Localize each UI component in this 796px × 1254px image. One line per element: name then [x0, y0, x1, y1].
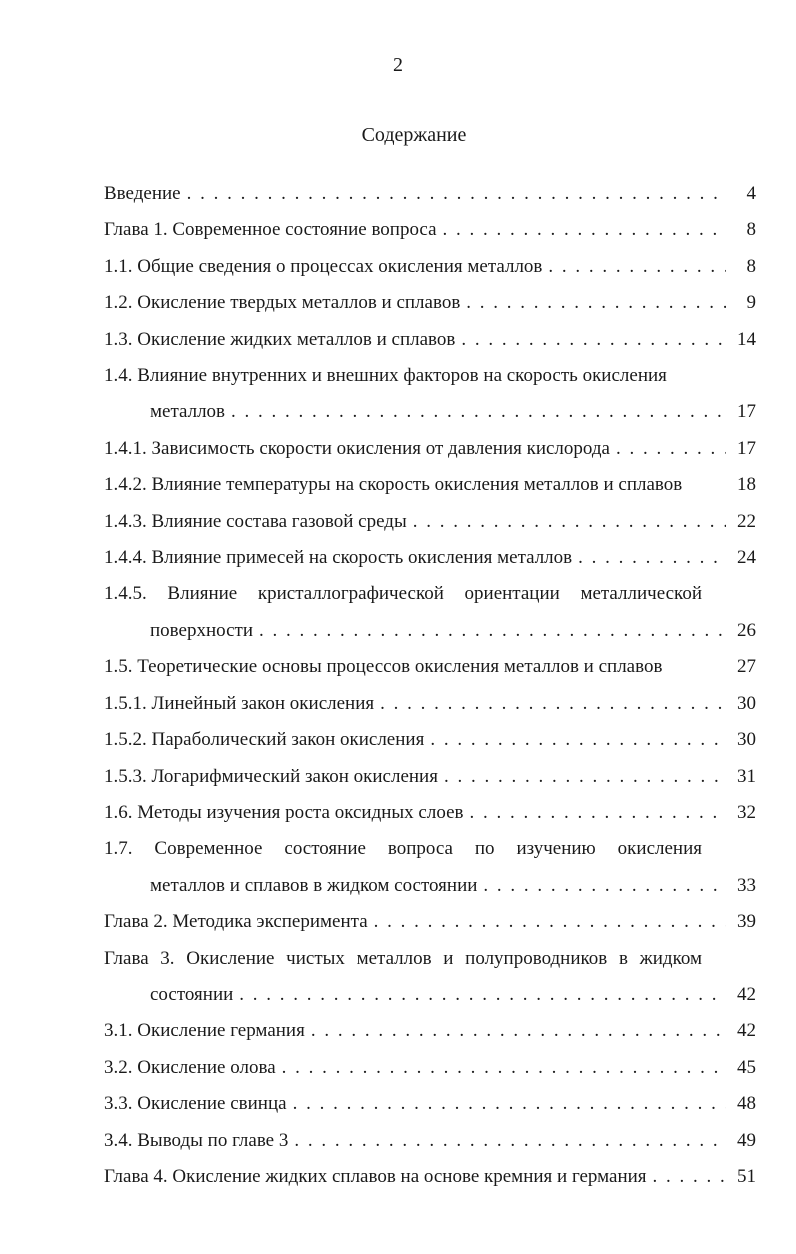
toc-entry-page: 8: [746, 219, 756, 241]
toc-entry[interactable]: [104, 431, 756, 467]
dot-leader: [187, 176, 726, 212]
toc-entry-title: 1.4.5. Влияние кристаллографической ориентации металлической: [104, 583, 702, 605]
toc-entry-title: 3.4. Выводы по главе 3: [104, 1129, 289, 1151]
toc-entry-page: 4: [746, 183, 756, 204]
dot-leader: [413, 504, 726, 540]
toc-entry-page: 30: [737, 692, 756, 714]
toc-entry-title: 1.4.4. Влияние примесей на скорость окисления металлов: [104, 547, 573, 569]
dot-leader: [430, 722, 726, 758]
toc-entry-page: 42: [737, 983, 756, 1005]
toc-entry-page: 22: [737, 510, 756, 532]
toc-entry-title: 1.5.3. Логарифмический закон окисления: [104, 765, 438, 787]
dot-leader: [653, 1159, 726, 1195]
toc-entry-page: 14: [737, 328, 756, 350]
toc-entry-title: 1.4.3. Влияние состава газовой среды: [104, 510, 407, 532]
toc-entry-page: 17: [737, 437, 756, 459]
toc-entry-page: 9: [746, 292, 756, 314]
toc-entry-title: 1.6. Методы изучения роста оксидных слоев: [104, 801, 464, 823]
dot-leader: [294, 1123, 726, 1159]
toc-entry[interactable]: [104, 467, 756, 503]
dot-leader: [239, 977, 726, 1013]
toc-entry[interactable]: [104, 249, 756, 285]
dot-leader: [466, 285, 726, 321]
toc-entry-title: 3.1. Окисление германия: [104, 1020, 305, 1042]
toc-entry-title: Глава 1. Современное состояние вопроса: [104, 219, 437, 241]
toc-entry-page: 26: [737, 619, 756, 641]
toc-entry[interactable]: [104, 285, 756, 321]
dot-leader: [374, 904, 726, 940]
toc-entry[interactable]: [104, 1050, 756, 1086]
dot-leader: [616, 431, 726, 467]
toc-entry[interactable]: [104, 504, 756, 540]
toc-entry-title: 1.5.1. Линейный закон окисления: [104, 692, 375, 714]
toc-entry-title: 3.2. Окисление олова: [104, 1056, 276, 1078]
dot-leader: [444, 759, 726, 795]
toc-entry[interactable]: [104, 1013, 756, 1049]
dot-leader: [461, 322, 726, 358]
toc-entry[interactable]: [104, 831, 756, 904]
toc-entry[interactable]: [104, 540, 756, 576]
dot-leader: [311, 1013, 726, 1049]
toc-entry-page: 31: [737, 765, 756, 787]
toc-entry[interactable]: [104, 722, 756, 758]
toc-entry-page: 51: [737, 1165, 756, 1187]
toc-entry[interactable]: [104, 212, 756, 248]
dot-leader: [380, 686, 726, 722]
toc-entry-title: Глава 2. Методика эксперимента: [104, 911, 368, 933]
toc-entry-page: 48: [737, 1093, 756, 1115]
toc-entry-page: 30: [737, 729, 756, 751]
toc-entry-title: 1.5.2. Параболический закон окисления: [104, 729, 425, 751]
toc-entry-page: 45: [737, 1056, 756, 1078]
toc-entry-page: 32: [737, 801, 756, 823]
toc-entry[interactable]: [104, 941, 756, 1014]
toc-entry[interactable]: [104, 358, 756, 431]
toc-entry[interactable]: [104, 1086, 756, 1122]
toc-entry-title: Глава 3. Окисление чистых металлов и полупроводников в жидком: [104, 947, 702, 969]
toc-entry-page: 8: [746, 255, 756, 277]
toc-title: Содержание: [361, 124, 467, 146]
toc-entry-page: 39: [737, 911, 756, 933]
page-number: 2: [393, 54, 403, 76]
toc-entry[interactable]: [104, 759, 756, 795]
toc-entry-title-continued: состоянии: [150, 983, 234, 1005]
toc-entry-page: 27: [737, 656, 756, 678]
toc-entry-title: Глава 4. Окисление жидких сплавов на основе кремния и германия: [104, 1165, 647, 1187]
toc-entry-title-continued: поверхности: [150, 619, 254, 641]
dot-leader: [282, 1050, 726, 1086]
toc-entry[interactable]: [104, 176, 756, 212]
toc-entry[interactable]: [104, 576, 756, 649]
toc-entry[interactable]: [104, 1159, 756, 1195]
toc-entry-title: 1.4.1. Зависимость скорости окисления от давления кислорода: [104, 437, 610, 459]
toc-entry-title: 1.2. Окисление твердых металлов и сплавов: [104, 292, 461, 314]
toc-entry[interactable]: [104, 1123, 756, 1159]
toc-entry-title: 1.5. Теоретические основы процессов окисления металлов и сплавов: [104, 656, 663, 678]
dot-leader: [443, 212, 726, 248]
toc-entry-title: 1.7. Современное состояние вопроса по изучению окисления: [104, 838, 702, 860]
toc-entry-page: 24: [737, 547, 756, 569]
dot-leader: [259, 613, 726, 649]
toc-entry[interactable]: [104, 649, 756, 685]
toc-entry[interactable]: [104, 322, 756, 358]
toc-entry-title: 1.3. Окисление жидких металлов и сплавов: [104, 328, 456, 350]
toc-entry-page: 42: [737, 1020, 756, 1042]
dot-leader: [231, 394, 726, 430]
toc-entry-title: 1.4. Влияние внутренних и внешних факторов на скорость окисления: [104, 365, 667, 387]
dot-leader: [578, 540, 726, 576]
dot-leader: [470, 795, 727, 831]
toc-entry-title: 3.3. Окисление свинца: [104, 1093, 287, 1115]
toc-entry-title: 1.4.2. Влияние температуры на скорость окисления металлов и сплавов: [104, 474, 683, 496]
toc-entry[interactable]: [104, 795, 756, 831]
toc-entry-title: 1.1. Общие сведения о процессах окисления металлов: [104, 255, 543, 277]
toc-entry-title-continued: металлов и сплавов в жидком состоянии: [150, 874, 478, 896]
toc-entry[interactable]: [104, 904, 756, 940]
toc-entry-title-continued: металлов: [150, 401, 226, 423]
toc-entry[interactable]: [104, 686, 756, 722]
dot-leader: [483, 868, 726, 904]
dot-leader: [548, 249, 726, 285]
toc-entry-title: Введение: [104, 183, 181, 204]
toc-entry-page: 18: [737, 474, 756, 496]
dot-leader: [293, 1086, 726, 1122]
table-of-contents: [104, 176, 756, 1195]
toc-entry-page: 33: [737, 874, 756, 896]
toc-entry-page: 49: [737, 1129, 756, 1151]
toc-entry-page: 17: [737, 401, 756, 423]
